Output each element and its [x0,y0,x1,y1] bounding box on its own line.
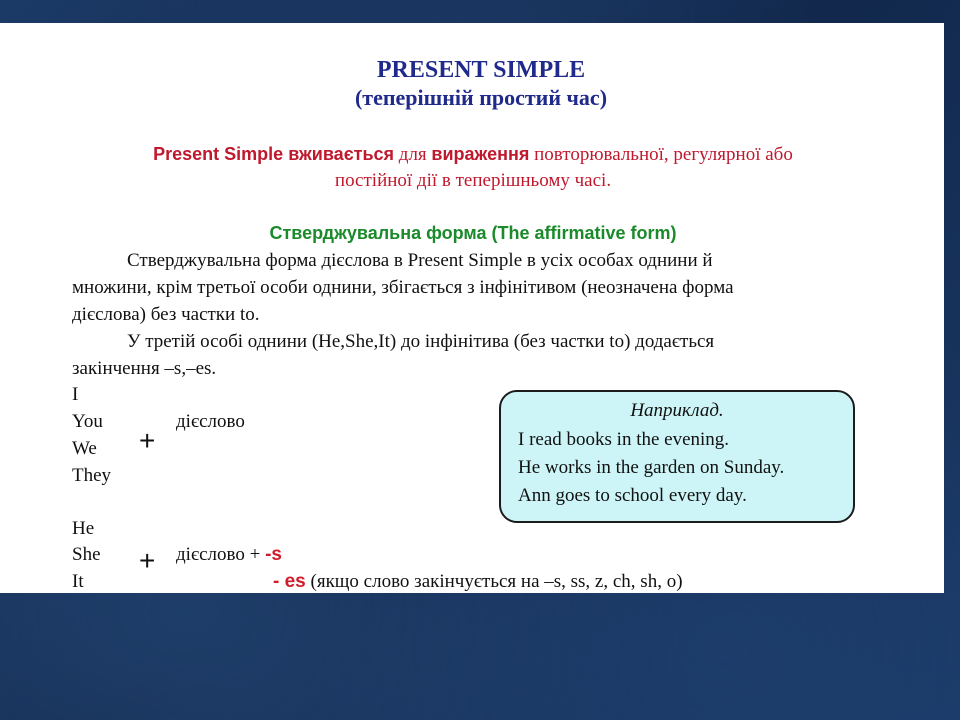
pronoun-they: They [72,465,112,486]
pronoun-it: It [72,571,84,592]
verb-s-rule [176,544,282,566]
slide [0,23,944,593]
example-title: Наприклад. [630,400,724,421]
suffix-es: - es [273,571,306,592]
pronoun-i: I [72,384,79,405]
pronoun-you: You [72,411,103,432]
es-note: (якщо слово закінчується на –s, ss, z, ch, sh, o) [305,571,683,592]
usage-line-1 [0,144,946,166]
example-box [499,390,855,523]
page-subtitle: (теперішній простий час) [354,85,608,110]
example-line-3: Ann goes to school every day. [518,485,747,506]
section-heading: Стверджувальна форма (The affirmative form) [269,223,677,243]
pronoun-he: He [72,518,95,539]
verb-label-1: дієслово [176,411,245,432]
example-line-2: He works in the garden on Sunday. [518,457,785,478]
paragraph-1-line-2: множини, крім третьої особи однини, збігається з інфінітивом (неозначена форма [72,277,734,298]
suffix-s: -s [265,544,282,565]
usage-term: Present Simple вживається [153,144,395,164]
paragraph-2-line-2: закінчення –s,–es. [72,358,217,379]
example-line-1: I read books in the evening. [518,429,730,450]
usage-text-4: повторювальної, регулярної або [529,144,793,165]
paragraph-1-line-1: Стверджувальна форма дієслова в Present Simple в усіх особах однини й [127,250,713,271]
page-title: PRESENT SIMPLE [376,57,586,83]
pronoun-she: She [72,544,101,565]
verb-es-rule [273,571,683,593]
paragraph-1-line-3: дієслова) без частки to. [72,304,260,325]
verb-label-2: дієслово + [176,544,266,565]
usage-term-2: вираження [431,144,530,164]
usage-text-2: для [394,144,432,165]
pronoun-we: We [72,438,97,459]
plus-sign-1: + [139,425,156,456]
paragraph-2-line-1: У третій особі однини (He,She,It) до інфінітива (без частки to) додається [127,331,715,352]
plus-sign-2: + [139,545,156,576]
usage-line-2: постійної дії в теперішньому часі. [334,170,612,191]
